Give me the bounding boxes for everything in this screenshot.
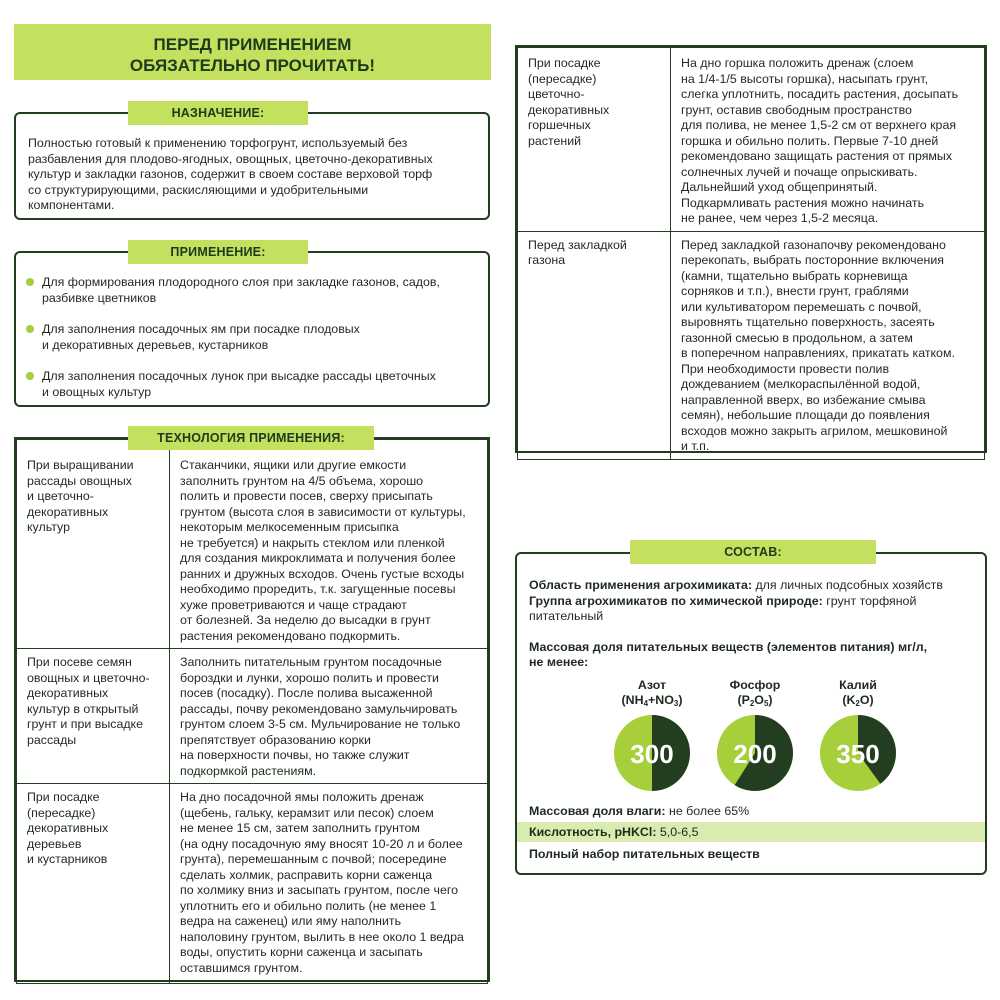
technology-table-right (515, 45, 987, 453)
moisture-row (517, 802, 985, 820)
area-row (529, 578, 973, 594)
pie-label-formula: $(NH_4+NO_3)$ (621, 693, 683, 708)
case-line: и цветочно- (27, 489, 94, 503)
case-line: (пересадке) (528, 71, 597, 86)
case-line: Перед закладкой (528, 237, 627, 252)
case-cell (17, 440, 170, 649)
purpose-line: Полностью готовый к применению торфогрунт, используемый без (28, 136, 408, 150)
table-row (17, 784, 488, 984)
case-line: овощных и цветочно- (27, 670, 150, 685)
instruction-line: слегка уплотнить, посадить растения, досыпать (681, 87, 959, 101)
pie-svg (715, 713, 795, 793)
case-line: (пересадке) (27, 805, 96, 820)
composition-title: СОСТАВ: (630, 540, 876, 564)
pie-label-formula: $(K_2O)$ (842, 693, 874, 708)
instruction-line: или культиватором перемешать с почвой, (681, 299, 922, 314)
instruction-line: рекомендовано защищать растения от прямых (681, 149, 953, 163)
purpose-line: культур и закладки газонов, содержит в своем составе верховой торф (28, 167, 433, 181)
case-line: При посадке (27, 790, 100, 804)
pie-value-label: 350 (836, 739, 880, 769)
group-label: Группа агрохимикатов по химической природе: (529, 593, 823, 608)
instruction-line: наполовину грунтом, вылить в нее около 1 ведра (180, 929, 464, 944)
usage-item-line: Для заполнения посадочных лунок при высадке рассады цветочных (42, 369, 436, 383)
usage-item-line: Для заполнения посадочных ям при посадке плодовых (42, 322, 360, 336)
instruction-line: не ранее, чем через 1,5-2 месяца. (681, 211, 879, 225)
usage-item-line: и декоративных деревьев, кустарников (42, 337, 269, 352)
mass-title-2: не менее: (529, 655, 589, 669)
instruction-line: оставшимся грунтом. (180, 960, 303, 975)
instruction-line: Перед закладкой газонапочву рекомендовано (681, 237, 946, 252)
header-banner (14, 24, 491, 80)
instruction-line: на 1/4-1/5 высоты горшка), насыпать грунт, (681, 71, 929, 86)
case-cell (17, 649, 170, 784)
purpose-line: со структурирующими, раскисляющими и удобрительными (28, 182, 369, 197)
instruction-line: воды, опустить корни саженца и засыпать (180, 945, 423, 959)
instruction-line: препятствует образованию корки (180, 732, 371, 747)
instruction-line: На дно горшка положить дренаж (слоем (681, 56, 914, 70)
instruction-line: не требуется) и накрыть стеклом или пленкой (180, 535, 445, 550)
instruction-cell (170, 649, 488, 784)
instruction-line: и т.п. (681, 439, 710, 453)
instruction-line: направленной вверх, во избежание смыва (681, 392, 926, 407)
usage-list (16, 275, 488, 400)
full-set-row: Полный набор питательных веществ (529, 847, 760, 861)
instruction-line: уплотнить его и обильно полить (не менее 1 (180, 898, 437, 913)
case-line: горшечных (528, 118, 591, 132)
technology-title: ТЕХНОЛОГИЯ ПРИМЕНЕНИЯ: (128, 426, 374, 450)
case-line: культур в открытый (27, 701, 139, 716)
pie-svg (612, 713, 692, 793)
usage-item-line: и овощных культур (42, 384, 152, 399)
instruction-line: грунта), перемешанным с почвой; посередине (180, 852, 447, 866)
purpose-text (16, 136, 488, 214)
instruction-line: Подкармливать растения можно начинать (681, 195, 925, 210)
usage-title: ПРИМЕНЕНИЕ: (128, 240, 308, 264)
instruction-line: солнечных лучей и почаще опрыскивать. (681, 164, 918, 179)
instruction-line: заполнить грунтом на 4/5 объема, хорошо (180, 473, 424, 488)
pie-3 (813, 678, 903, 798)
instruction-line: сорняков и т.п.), внести грунт, граблями (681, 284, 909, 298)
case-line: декоративных (27, 504, 109, 519)
case-line: рассады (27, 732, 77, 747)
mass-title-1: Массовая доля питательных веществ (элементов питания) мг/л, (529, 639, 928, 654)
instruction-line: сделать холмик, расправить корни саженца (180, 867, 433, 882)
instruction-line: семян), небольшие площади до появления (681, 408, 930, 422)
case-line: При посеве семян (27, 655, 132, 669)
instruction-line: Заполнить питательным грунтом посадочные (180, 655, 442, 669)
instruction-line: горшка и обильно полить. Первые 7-10 дней (681, 133, 939, 148)
instruction-line: (на одну посадочную яму вносят 10-20 л и более (180, 836, 463, 851)
instruction-line: При необходимости провести полив (681, 361, 890, 376)
instruction-cell (170, 784, 488, 984)
moisture-value: не более 65% (668, 804, 750, 818)
instruction-line: хуже проветриваются и чаще страдают (180, 597, 407, 612)
instruction-line: от болезней. За неделю до высадки в грунт (180, 613, 431, 627)
technology-table (16, 439, 488, 984)
pie-label-formula: $(P_2O_5)$ (737, 693, 773, 708)
instruction-cell (170, 440, 488, 649)
usage-item-line: разбивке цветников (42, 290, 157, 305)
moisture-label: Массовая доля влаги: (529, 804, 666, 818)
instruction-line: бороздки и лунки, хорошо полить и провести (180, 670, 439, 685)
usage-box (14, 251, 490, 407)
instruction-line: на поверхности почвы, но также служит (180, 748, 410, 762)
acidity-row (517, 822, 985, 842)
case-line: рассады овощных (27, 473, 133, 488)
instruction-line: Дальнейший уход общепринятый. (681, 180, 878, 194)
usage-item (16, 275, 488, 306)
purpose-title: НАЗНАЧЕНИЕ: (128, 101, 308, 125)
instruction-cell (671, 48, 985, 232)
pie-label-name: Фосфор (729, 678, 781, 692)
instruction-line: для полива, не менее 1,5-2 см от верхнего края (681, 118, 957, 132)
group-row (529, 594, 973, 610)
case-line: газона (528, 253, 566, 267)
composition-box (515, 552, 987, 875)
case-line: декоративных (27, 821, 109, 835)
instruction-line: по холмику вниз и засыпать грунтом, после чего (180, 883, 458, 897)
header-line-2: ОБЯЗАТЕЛЬНО ПРОЧИТАТЬ! (129, 56, 376, 75)
instruction-line: (камни, тщательно выбрать корневища (681, 268, 908, 283)
area-label: Область применения агрохимиката: (529, 578, 752, 592)
header-line-1: ПЕРЕД ПРИМЕНЕНИЕМ (153, 35, 352, 54)
instruction-line: рассады, почву рекомендовано замульчировать (180, 701, 458, 716)
instruction-line: перекопать, выбрать посторонние включения (681, 253, 945, 267)
instruction-line: На дно посадочной ямы положить дренаж (180, 790, 424, 804)
case-cell (17, 784, 170, 984)
case-line: деревьев (27, 836, 82, 851)
instruction-cell (671, 231, 985, 459)
purpose-line: компонентами. (28, 198, 115, 212)
instruction-line: грунтом (высота слоя в зависимости от культуры, (180, 504, 466, 519)
case-line: При посадке (528, 56, 601, 70)
instruction-line: грунтом слоем 3-5 см. Мульчирование не только (180, 717, 461, 731)
usage-item (16, 322, 488, 353)
case-line: При выращивании (27, 458, 134, 472)
instruction-line: некоторым мелкосеменным присыпка (180, 520, 399, 534)
table-row (518, 231, 985, 459)
acidity-label: Кислотность, pHKCl: (529, 825, 657, 839)
table-row (17, 440, 488, 649)
purpose-box (14, 112, 490, 220)
pie-label-name: Азот (637, 678, 667, 692)
instruction-line: Стаканчики, ящики или другие емкости (180, 458, 407, 472)
table-row (518, 48, 985, 232)
case-line: растений (528, 133, 582, 148)
case-line: цветочно- (528, 87, 585, 101)
instruction-line: грунт, оставив свободным пространство (681, 102, 912, 117)
instruction-line: (щебень, гальку, керамзит или песок) слоем (180, 805, 434, 820)
technology-table-continued (517, 47, 985, 460)
instruction-line: посев (посадку). После полива высаженной (180, 686, 433, 700)
pie-value-label: 300 (630, 739, 674, 769)
case-line: декоративных (27, 686, 109, 700)
instruction-line: не менее 15 см, затем заполнить грунтом (180, 821, 420, 835)
instruction-line: подкормкой растениям. (180, 763, 317, 778)
instruction-line: в поперечном направлениях, прикатать катком. (681, 346, 955, 360)
usage-item (16, 369, 488, 400)
group-value: грунт торфяной (826, 593, 917, 608)
case-line: грунт и при высадке (27, 717, 144, 731)
case-line: культур (27, 520, 70, 534)
instruction-line: полить и провести посев, сверху присыпать (180, 489, 433, 503)
acidity-value: 5,0-6,5 (659, 825, 699, 839)
instruction-line: газонной смесью в продольном, а затем (681, 330, 913, 345)
instruction-line: для создания микроклимата и получения более (180, 551, 456, 565)
pie-label-name: Калий (839, 678, 877, 692)
usage-item-line: Для формирования плодородного слоя при закладке газонов, садов, (42, 275, 440, 289)
case-line: декоративных (528, 102, 610, 117)
instruction-line: ведра на саженец) или яму наполнить (180, 914, 402, 928)
instruction-line: выровнять тщательно поверхность, засеять (681, 315, 935, 329)
instruction-line: дождеванием (мелкораспылённой водой, (681, 377, 921, 391)
instruction-line: ранних и дружных всходов. Очень густые всходы (180, 566, 465, 581)
technology-table-left (14, 437, 490, 982)
pie-svg (818, 713, 898, 793)
nutrient-pie-charts (607, 678, 907, 808)
pie-1 (607, 678, 697, 798)
area-value: для личных подсобных хозяйств (755, 578, 943, 592)
purpose-line: разбавления для плодово-ягодных, овощных, цветочно-декоративных (28, 151, 433, 166)
instruction-line: растения рекомендовано подкормить. (180, 628, 401, 643)
group-value-continued: питательный (529, 609, 604, 623)
pie-2 (710, 678, 800, 798)
instruction-line: необходимо проредить, т.к. загущенные посевы (180, 582, 456, 596)
case-line: и кустарников (27, 852, 108, 866)
case-cell (518, 48, 671, 232)
pie-value-label: 200 (733, 739, 777, 769)
case-cell (518, 231, 671, 459)
table-row (17, 649, 488, 784)
instruction-line: всходов можно закрыть агрилом, мешковиной (681, 423, 948, 438)
